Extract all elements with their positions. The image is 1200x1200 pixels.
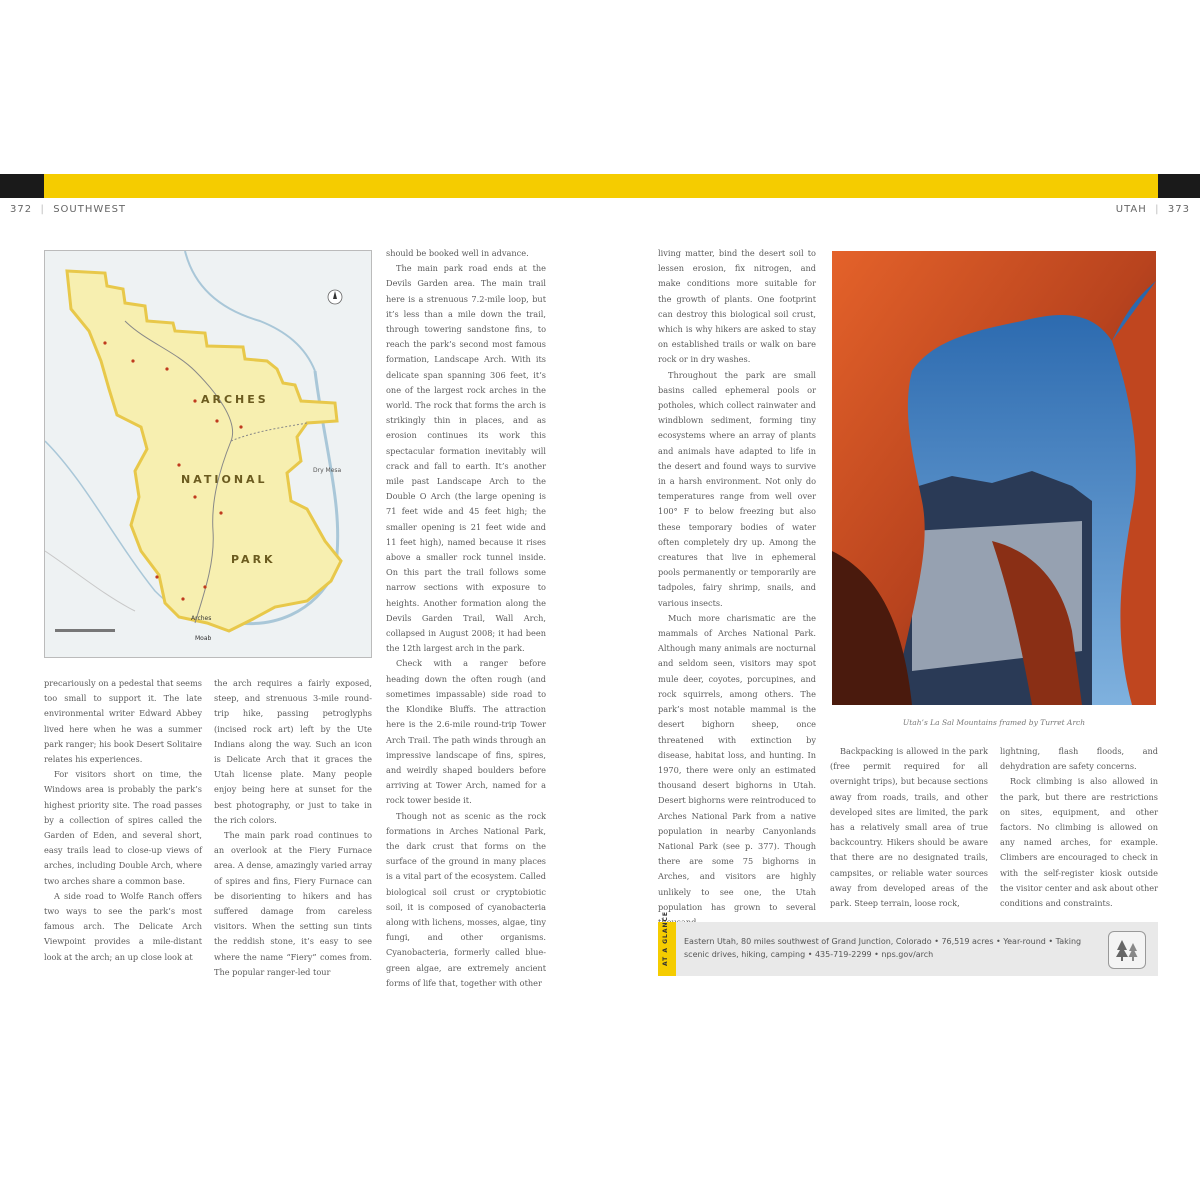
park-map bbox=[44, 250, 372, 658]
map-graphic bbox=[45, 251, 371, 657]
at-a-glance-box bbox=[658, 910, 1158, 976]
right-section-title: UTAH bbox=[1115, 204, 1147, 215]
right-running-head: UTAH | 373 bbox=[1115, 204, 1190, 215]
header-bar-right bbox=[1158, 174, 1200, 198]
left-page-number: 372 bbox=[10, 204, 33, 215]
left-section-title: SOUTHWEST bbox=[53, 204, 127, 215]
right-page-number: 373 bbox=[1167, 204, 1190, 215]
left-running-head: 372 | SOUTHWEST bbox=[10, 204, 127, 215]
paragraph: Backpacking is allowed in the park (free permit required for all overnight trips), but because sections away from roads, trails, and other developed sites are limited, the park has a relatively small area of true backcountry. Hikers should be aware that there are no designated trails, campsites, or reliable water sources away from developed areas of the park. Steep terrain, loose rock, bbox=[830, 746, 988, 909]
left-column-1 bbox=[44, 676, 202, 965]
map-title-park: PARK bbox=[231, 553, 276, 566]
paragraph: The main park road continues to an overlook at the Fiery Furnace area. A dense, amazingly varied array of spires and fins, Fiery Furnace can be disorienting to hikers and has suffered damage from careless visitors. When the setting sun tints the reddish stone, it’s easy to see where the name “Fiery” comes from. The popular ranger-led tour bbox=[214, 830, 372, 977]
at-a-glance-text: Eastern Utah, 80 miles southwest of Grand Junction, Colorado • 76,519 acres • Year-round • Taking scenic drives, hiking, camping • 435-719-2299 • nps.gov/arch bbox=[684, 937, 1082, 959]
header-bar-left bbox=[0, 174, 44, 198]
map-label-moab: Moab bbox=[195, 635, 212, 642]
map-label-arches: Arches bbox=[191, 615, 212, 622]
paragraph: For visitors short on time, the Windows area is probably the park’s highest priority site. The road passes by a collection of spires called the Garden of Eden, and several short, easy trails lead to close-up views of arches, including Double Arch, where two arches share a common base. bbox=[44, 769, 202, 886]
turret-arch-photo bbox=[832, 251, 1156, 705]
at-a-glance-label: AT A GLANCE bbox=[662, 910, 669, 966]
paragraph: Throughout the park are small basins called ephemeral pools or potholes, which collect rainwater and windblown sediment, forming tiny ecosystems where an array of plants and animals have adapted to life in the desert and found ways to survive in a harsh environment. Not only do temperatures range from well over 100° F to below freezing but also these temporary bodies of water often completely dry up. Among the creatures that live in ephemeral pools permanently or temporarily are tadpoles, fairy shrimp, snails, and various insects. bbox=[658, 369, 816, 608]
paragraph: Though not as scenic as the rock formations in Arches National Park, the dark crust that forms on the surface of the ground in many places is a vital part of the ecosystem. Called biological soil crust or cryptobiotic soil, it is composed of cyanobacteria along with lichens, mosses, algae, tiny fungi, and other organisms. Cyanobacteria, formerly called blue-green algae, are extremely ancient forms of life that, together with other bbox=[386, 810, 546, 988]
at-a-glance-tab bbox=[658, 910, 676, 976]
right-column-2 bbox=[830, 744, 988, 911]
photo-caption: Utah’s La Sal Mountains framed by Turret Arch bbox=[902, 718, 1086, 727]
tree-icon bbox=[1108, 931, 1146, 969]
left-column-2 bbox=[214, 676, 372, 980]
paragraph: A side road to Wolfe Ranch offers two ways to see the park’s most famous arch. The Delicate Arch Viewpoint provides a mile-distant look at the arch; an up close look at bbox=[44, 890, 202, 962]
arch-photo-graphic bbox=[832, 251, 1156, 705]
paragraph: living matter, bind the desert soil to lessen erosion, fix nitrogen, and make conditions more suitable for the growth of plants. One footprint can destroy this biological soil crust, which is why hikers are asked to stay on established trails or walk on bare rock or in dry washes. bbox=[658, 248, 816, 365]
paragraph: Rock climbing is also allowed in the park, but there are restrictions on sites, equipment, and other factors. No climbing is allowed on any named arches, for example. Climbers are encouraged to check in with the self-register kiosk outside the visitor center and ask about other conditions and constraints. bbox=[1000, 776, 1158, 909]
left-column-3 bbox=[386, 246, 546, 991]
paragraph: Check with a ranger before heading down the often rough (and sometimes impassable) side road to the Klondike Bluffs. The attraction here is the 2.6-mile round-trip Tower Arch Trail. The path winds through an impressive landscape of fins, spires, and weirdly shaped boulders before arriving at Tower Arch, named for a rock tower beside it. bbox=[386, 658, 546, 806]
map-label-dry-mesa: Dry Mesa bbox=[313, 467, 342, 474]
paragraph: Much more charismatic are the mammals of Arches National Park. Although many animals are nocturnal and seldom seen, visitors may spot mule deer, coyotes, porcupines, and rock squirrels, among others. The park’s most notable mammal is the desert bighorn sheep, once threatened with extinction by disease, habitat loss, and hunting. In 1970, there were only an estimated thousand desert bighorns in Utah. Desert bighorns were reintroduced to Arches National Park from a native population in nearby Canyonlands National Park (see p. 377). Though there are some 75 bighorns in Arches, and visitors are highly unlikely to see one, the Utah population has grown to several bbox=[658, 612, 816, 912]
paragraph: lightning, flash floods, and dehydration are safety concerns. bbox=[1000, 746, 1158, 772]
header-bar bbox=[44, 174, 1158, 198]
map-title-national: NATIONAL bbox=[181, 473, 268, 486]
map-title-arches: ARCHES bbox=[201, 393, 269, 406]
paragraph: should be booked well in advance. bbox=[386, 248, 529, 258]
right-column-1 bbox=[658, 246, 816, 930]
right-column-3 bbox=[1000, 744, 1158, 911]
paragraph: The main park road ends at the Devils Garden area. The main trail here is a strenuous 7.2-mile loop, but it’s less than a mile down the trail, through towering sandstone fins, to reach the park’s second most famous formation, Landscape Arch. With its delicate span spanning 306 feet, it’s one of the largest rock arches in the world. The rock that forms the arch is strikingly thin in places, and as erosion continues its work this spectacular formation inevitably will crack and fall to earth. It’s another mile past Landscape Arch to the Double O Arch (the large opening is 71 feet wide and 45 feet high; the smaller opening is 21 feet wide and 11 feet high), named because it rises above a smaller rock tunnel inside. On this part the trail follows some narrow sections with exposure to heights. Another formation along the Devils Garden Trail, Wall Arch, collapsed in August 2008; it had been the 12th largest arch in the park. bbox=[386, 263, 546, 654]
paragraph: the arch requires a fairly exposed, steep, and strenuous 3-mile round-trip hike, passing petroglyphs (incised rock art) left by the Ute Indians along the way. Such an icon is Delicate Arch that it graces the Utah license plate. Many people enjoy being here at sunset for the best photography, or just to take in the rich colors. bbox=[214, 678, 372, 825]
paragraph: precariously on a pedestal that seems too small to support it. The late environmental writer Edward Abbey lived here when he was a summer park ranger; his book Desert Solitaire relates his experiences. bbox=[44, 678, 202, 765]
